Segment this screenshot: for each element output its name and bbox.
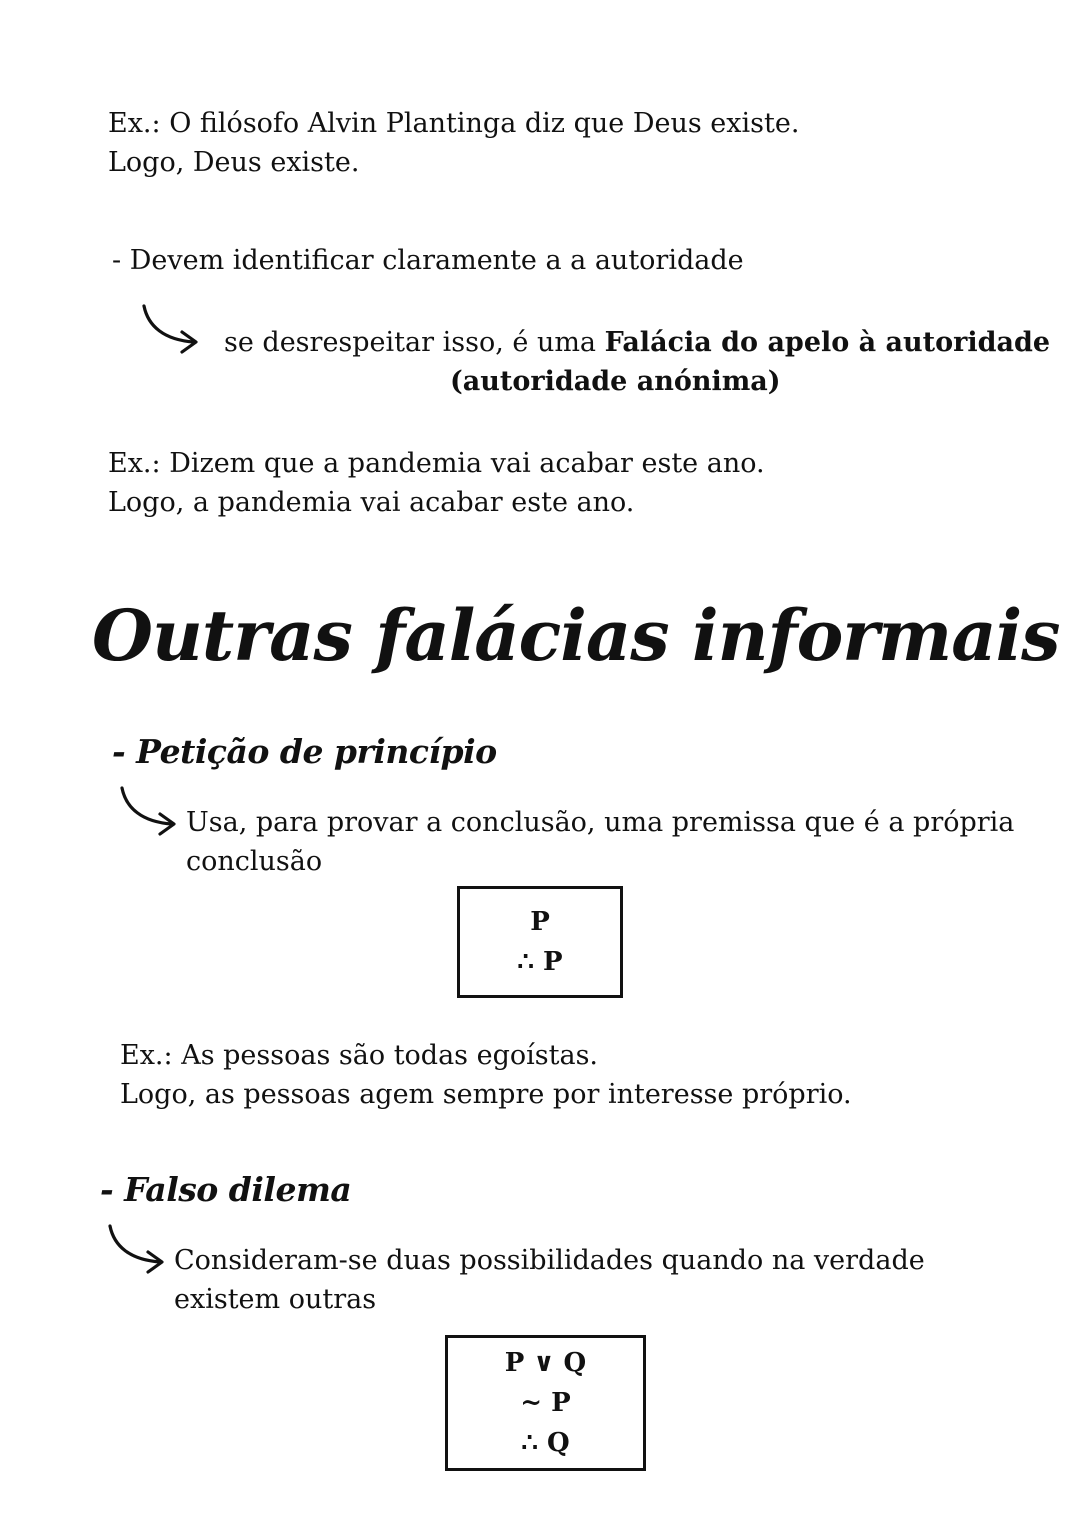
- logic-premise: P: [530, 907, 550, 937]
- heading-peticao: - Petição de princípio: [112, 732, 497, 771]
- example-peticao-line2: Logo, as pessoas agem sempre por interesse próprio.: [120, 1079, 852, 1110]
- example-anonymous-line2: Logo, a pandemia vai acabar este ano.: [108, 487, 635, 518]
- example-authority-line1: Ex.: O filósofo Alvin Plantinga diz que Deus existe.: [108, 108, 800, 139]
- logic-negation: ~ P: [520, 1388, 571, 1418]
- example-anonymous-line1: Ex.: Dizem que a pandemia vai acabar este ano.: [108, 448, 765, 479]
- heading-falso-dilema: - Falso dilema: [100, 1170, 352, 1209]
- dilema-description-line2: existem outras: [174, 1284, 377, 1315]
- authority-rule: - Devem identificar claramente a a autoridade: [112, 245, 744, 276]
- dilema-description-line1: Consideram-se duas possibilidades quando na verdade: [174, 1245, 925, 1276]
- logic-disjunction: P ∨ Q: [504, 1348, 587, 1378]
- dilema-logic-box: [445, 1335, 646, 1471]
- curved-arrow-icon: [116, 784, 180, 838]
- curved-arrow-icon: [104, 1222, 168, 1276]
- example-peticao-line1: Ex.: As pessoas são todas egoístas.: [120, 1040, 599, 1071]
- consequence-text: se desrespeitar isso, é uma: [224, 327, 605, 358]
- fallacy-name: Falácia do apelo à autoridade: [604, 327, 1051, 358]
- logic-conclusion: ∴ P: [517, 947, 563, 977]
- peticao-logic-box: [457, 886, 623, 998]
- peticao-description-line1: Usa, para provar a conclusão, uma premissa que é a própria: [186, 807, 1015, 838]
- page-title: Outras falácias informais: [92, 594, 1060, 677]
- fallacy-subname: (autoridade anónima): [450, 366, 781, 397]
- curved-arrow-icon: [138, 302, 202, 356]
- authority-consequence: [224, 323, 1050, 363]
- example-authority-line2: Logo, Deus existe.: [108, 147, 360, 178]
- logic-conclusion: ∴ Q: [521, 1428, 570, 1458]
- peticao-description-line2: conclusão: [186, 846, 323, 877]
